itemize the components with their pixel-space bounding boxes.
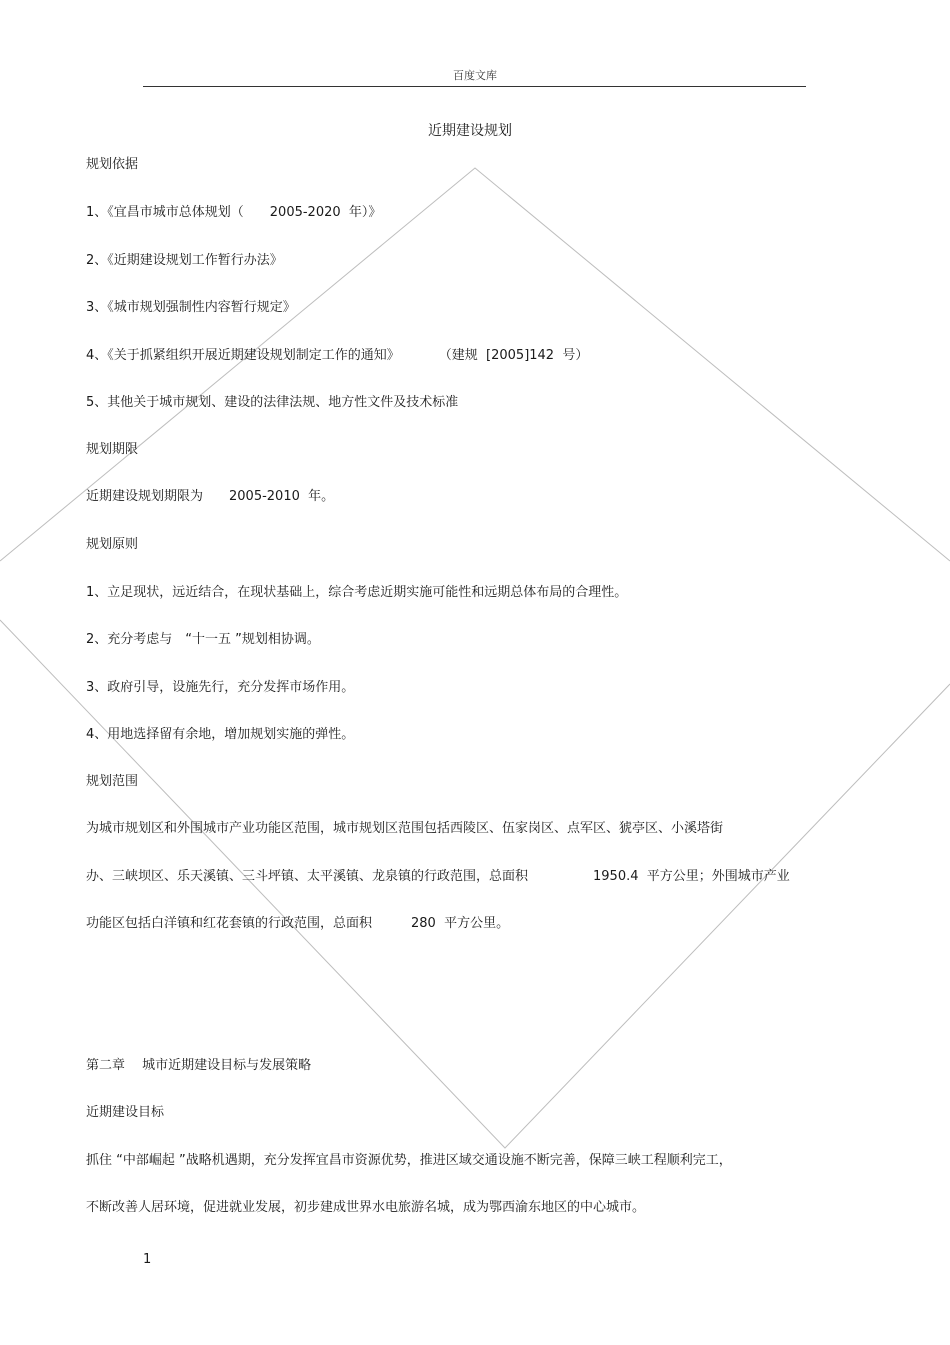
text-line: 第二章 城市近期建设目标与发展策略 [86,1058,312,1073]
text-line: 为城市规划区和外围城市产业功能区范围，城市规划区范围包括西陵区、伍家岗区、点军区、猇亭区、小溪塔街 [86,821,724,836]
header-title: 百度文库 [453,69,497,82]
text-line: 4、《关于抓紧组织开展近期建设规划制定工作的通知》 （建规 [2005]142 号） [86,348,589,363]
text-line: 近期建设目标 [86,1105,165,1120]
page-number: 1 [143,1252,152,1267]
text-line: 抓住 “中部崛起 ”战略机遇期，充分发挥宜昌市资源优势，推进区域交通设施不断完善，保障三峡工程顺利完工， [86,1153,732,1168]
text-line: 3、政府引导，设施先行，充分发挥市场作用。 [86,680,355,695]
text-line: 4、用地选择留有余地，增加规划实施的弹性。 [86,727,355,742]
text-line: 2、《近期建设规划工作暂行办法》 [86,253,283,268]
text-line: 不断改善人居环境，促进就业发展，初步建成世界水电旅游名城，成为鄂西渝东地区的中心城市。 [86,1200,646,1215]
header-divider [143,86,806,87]
text-line: 3、《城市规划强制性内容暂行规定》 [86,300,296,315]
text-line: 规划原则 [86,537,139,552]
text-line: 1、立足现状，远近结合，在现状基础上，综合考虑近期实施可能性和远期总体布局的合理性。 [86,585,628,600]
document-title: 近期建设规划 [428,123,512,139]
text-line: 功能区包括白洋镇和红花套镇的行政范围，总面积 280 平方公里。 [86,916,510,931]
text-line: 规划范围 [86,774,139,789]
text-line: 办、三峡坝区、乐天溪镇、三斗坪镇、太平溪镇、龙泉镇的行政范围，总面积 1950.4 平方公里；外围城市产业 [86,869,790,884]
text-line: 近期建设规划期限为 2005-2010 年。 [86,489,335,504]
text-line: 2、充分考虑与 “十一五 ”规划相协调。 [86,632,320,647]
text-line: 1、《宜昌市城市总体规划（ 2005-2020 年）》 [86,205,382,220]
text-line: 规划期限 [86,442,139,457]
text-line: 规划依据 [86,157,139,172]
text-line: 5、其他关于城市规划、建设的法律法规、地方性文件及技术标准 [86,395,459,410]
